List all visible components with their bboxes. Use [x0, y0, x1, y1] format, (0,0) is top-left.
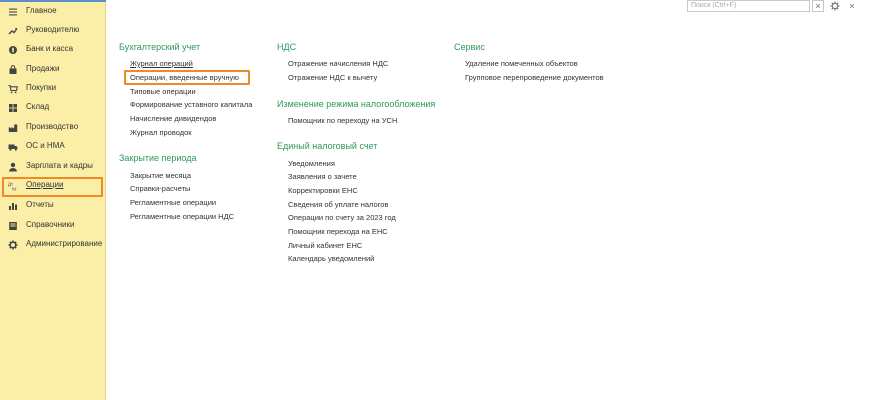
link-vat-accrual[interactable]: Отражение начисления НДС — [288, 59, 389, 68]
sidebar-item-directories[interactable] — [0, 216, 106, 235]
svg-text:Кт: Кт — [12, 186, 17, 191]
svg-text:Дт: Дт — [8, 181, 14, 187]
link-group-reposting[interactable]: Групповое перепроведение документов — [465, 73, 604, 82]
gear-icon — [830, 1, 840, 11]
bar-chart-icon — [8, 201, 18, 211]
link-delete-marked[interactable]: Удаление помеченных объектов — [465, 59, 578, 68]
link-ens-adjustments[interactable]: Корректировки ЕНС — [288, 186, 358, 195]
clear-search-button[interactable]: × — [812, 0, 824, 12]
link-month-closing[interactable]: Закрытие месяца — [130, 171, 192, 180]
link-notifications[interactable]: Уведомления — [288, 159, 335, 168]
section-title-accounting: Бухгалтерский учет — [119, 42, 201, 52]
sidebar-item-assets[interactable] — [0, 137, 106, 156]
sidebar-item-label: ОС и НМА — [26, 141, 65, 150]
sidebar-item-label: Банк и касса — [26, 44, 74, 53]
sidebar-item-production[interactable] — [0, 118, 106, 137]
person-icon — [8, 162, 18, 172]
cart-icon — [8, 84, 18, 94]
link-calculations[interactable]: Справки-расчеты — [130, 184, 191, 193]
link-usn-assistant[interactable]: Помощник по переходу на УСН — [288, 116, 398, 125]
sidebar-item-purchases[interactable] — [0, 79, 106, 98]
warehouse-icon — [8, 103, 18, 113]
section-title-service: Сервис — [454, 42, 485, 52]
link-manual-operations[interactable]: Операции, введенные вручную — [130, 73, 239, 82]
link-ens-transition-assistant[interactable]: Помощник перехода на ЕНС — [288, 227, 388, 236]
sidebar-item-bank[interactable] — [0, 40, 106, 59]
section-title-ens: Единый налоговый счет — [277, 141, 378, 151]
link-postings-journal[interactable]: Журнал проводок — [130, 128, 192, 137]
search-input[interactable]: Поиск (Ctrl+F) — [687, 0, 810, 12]
sidebar-item-label: Главное — [26, 6, 57, 15]
link-typical-operations[interactable]: Типовые операции — [130, 87, 196, 96]
sidebar-item-payroll[interactable] — [0, 157, 106, 176]
sidebar-item-label: Операции — [26, 180, 64, 189]
sidebar-item-manager[interactable] — [0, 21, 106, 40]
link-offset-applications[interactable]: Заявления о зачете — [288, 172, 357, 181]
sidebar-item-label: Склад — [26, 102, 50, 111]
sidebar-item-label: Зарплата и кадры — [26, 161, 93, 170]
book-icon — [8, 221, 18, 231]
section-title-tax-regime: Изменение режима налогообложения — [277, 99, 436, 109]
gear-icon — [8, 240, 18, 250]
sidebar-item-label: Администрирование — [26, 239, 103, 248]
link-notification-calendar[interactable]: Календарь уведомлений — [288, 254, 375, 263]
sidebar-item-sales[interactable] — [0, 60, 106, 79]
link-authorized-capital[interactable]: Формирование уставного капитала — [130, 100, 253, 109]
link-vat-deduction[interactable]: Отражение НДС к вычету — [288, 73, 378, 82]
sidebar-item-label: Руководителю — [26, 25, 80, 34]
sidebar-item-label: Продажи — [26, 64, 60, 73]
link-regulatory-operations[interactable]: Регламентные операции — [130, 198, 217, 207]
sidebar-item-label: Производство — [26, 122, 79, 131]
section-title-closing: Закрытие периода — [119, 153, 197, 163]
link-ens-cabinet[interactable]: Личный кабинет ЕНС — [288, 241, 363, 250]
trend-icon — [8, 26, 18, 36]
link-dividends[interactable]: Начисление дивидендов — [130, 114, 217, 123]
link-journal-operations[interactable]: Журнал операций — [130, 59, 193, 68]
sidebar-item-administration[interactable] — [0, 235, 106, 254]
sidebar-item-label: Справочники — [26, 220, 75, 229]
close-button[interactable]: × — [849, 1, 855, 11]
truck-icon — [8, 142, 18, 152]
operations-icon — [8, 181, 18, 191]
sidebar-item-operations[interactable] — [0, 176, 106, 195]
section-title-vat: НДС — [277, 42, 297, 52]
link-operations-2023[interactable]: Операции по счету за 2023 год — [288, 213, 396, 222]
coin-icon — [8, 45, 18, 55]
sidebar-item-reports[interactable] — [0, 196, 106, 215]
factory-icon — [8, 123, 18, 133]
link-tax-payments[interactable]: Сведения об уплате налогов — [288, 200, 389, 209]
bag-icon — [8, 65, 18, 75]
settings-button[interactable] — [829, 0, 841, 12]
sidebar-item-label: Отчеты — [26, 200, 54, 209]
sidebar-item-label: Покупки — [26, 83, 57, 92]
link-regulatory-vat[interactable]: Регламентные операции НДС — [130, 212, 235, 221]
sidebar-item-warehouse[interactable] — [0, 98, 106, 117]
sidebar — [0, 0, 106, 400]
sidebar-item-main[interactable] — [0, 2, 106, 21]
menu-icon — [8, 7, 18, 17]
